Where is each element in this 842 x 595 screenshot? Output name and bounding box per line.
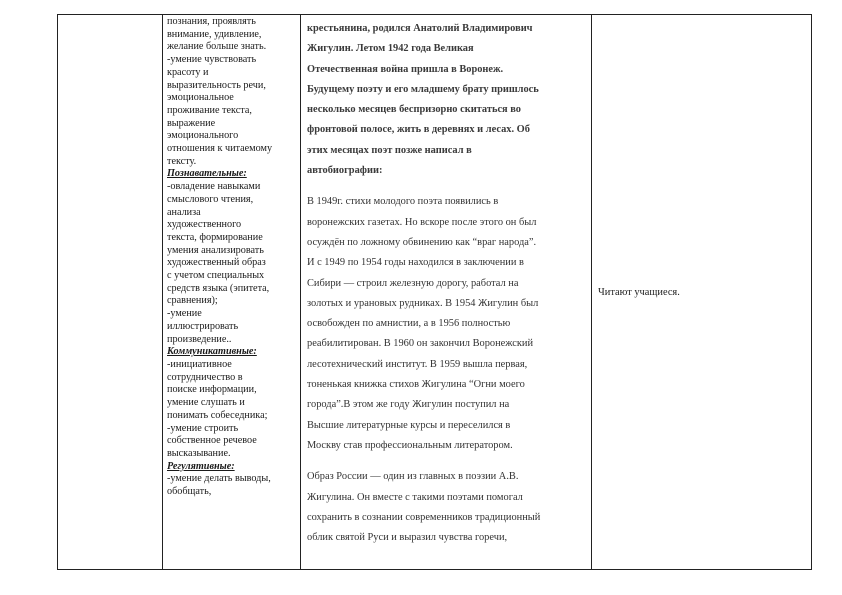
text-line: сохранить в сознании современников традиционный [307,511,541,523]
text-line: эмоциональное [167,92,234,104]
text-line: автобиографии: [307,165,383,177]
text-line: Отечественная война пришла в Воронеж. [307,63,504,75]
text-line: -умение делать выводы, [167,473,271,485]
russia-image-paragraph [307,467,585,548]
text-line: Сибири — строил железную дорогу, работал на [307,277,519,289]
cognitive-heading: Познавательные: [167,168,247,180]
text-line: анализа [167,206,201,218]
text-line: Жигулин. Летом 1942 года Великая [307,43,474,55]
text-line: Жигулина. Он вместе с такими поэтами помогал [307,491,523,503]
text-line: лесотехнический институт. В 1959 вышла первая, [307,358,528,370]
personal-skills-block [167,16,297,168]
text-line: художественного [167,219,242,231]
text-line: тексту. [167,155,197,167]
text-line: золотых и урановых рудниках. В 1954 Жигулин был [307,297,539,309]
text-line: В 1949г. стихи молодого поэта появились в [307,196,499,208]
text-line: выражение [167,117,216,129]
text-line: -умение строить [167,422,239,434]
text-line: сравнения); [167,295,218,307]
text-line: -умение [167,308,202,320]
text-line: желание больше знать. [167,41,267,53]
text-line: этих месяцах поэт позже написал в [307,144,472,156]
text-line: -умение чувствовать [167,54,257,66]
biography-paragraph-bold [307,19,585,181]
student-activity-cell [592,15,812,570]
text-line: освобожден по амнистии, а в 1956 полностью [307,318,511,330]
text-line: Высшие литературные курсы и переселился в [307,419,511,431]
text-line: высказывание. [167,447,231,459]
text-line: города”.В этом же году Жигулин поступил на [307,399,510,411]
text-line: средств языка (эпитета, [167,282,270,294]
text-line: поиске информации, [167,384,257,396]
text-line: умения анализировать [167,244,264,256]
text-line: выразительность речи, [167,79,266,91]
communicative-heading: Коммуникативные: [167,346,257,358]
text-line: красоту и [167,66,209,78]
text-line: собственное речевое [167,435,257,447]
text-line: художественный образ [167,257,266,269]
competencies-cell [163,15,301,570]
empty-column-cell [58,15,163,570]
text-line: текста, формирование [167,231,263,243]
text-line: И с 1949 по 1954 годы находился в заключении в [307,257,524,269]
text-line: крестьянина, родился Анатолий Владимирович [307,23,533,34]
text-line: произведение.. [167,333,232,345]
text-line: -овладение навыками [167,181,261,193]
text-line: понимать собеседника; [167,409,268,421]
text-line: с учетом специальных [167,270,265,282]
text-line: фронтовой полосе, жить в деревнях и лесах. Об [307,124,530,136]
text-line: сотрудничество в [167,371,243,383]
regulatory-heading: Регулятивные: [167,460,235,472]
text-line: воронежских газетах. Но вскоре после этого он был [307,216,537,228]
lesson-plan-table [57,14,812,570]
communicative-skills-block [167,359,297,461]
text-line: реабилитирован. В 1960 он закончил Воронежский [307,338,534,350]
text-line: проживание текста, [167,104,252,116]
text-line: -инициативное [167,358,232,370]
text-line: обобщать, [167,486,212,498]
text-line: осуждён по ложному обвинению как “враг народа”. [307,236,537,248]
biography-paragraph [307,192,585,456]
text-line: тоненькая книжка стихов Жигулина “Огни моего [307,379,525,391]
text-line: отношения к читаемому [167,143,273,155]
text-line: эмоционального [167,130,239,142]
text-line: познания, проявлять [167,16,256,27]
cognitive-skills-block [167,181,297,346]
regulatory-skills-block [167,473,297,498]
student-activity-text: Читают учащиеся. [598,286,680,298]
text-line: умение слушать и [167,397,245,409]
text-line: иллюстрировать [167,320,239,332]
table-row [58,15,812,570]
text-line: несколько месяцев беспризорно скитаться во [307,104,522,116]
text-line: облик святой Руси и выразил чувства горечи, [307,532,508,544]
text-line: смыслового чтения, [167,193,254,205]
teacher-activity-cell [301,15,592,570]
text-line: Будущему поэту и его младшему брату пришлось [307,83,539,95]
text-line: Москву став профессиональным литератором. [307,439,513,451]
text-line: Образ России — один из главных в поэзии А.В. [307,471,519,483]
text-line: внимание, удивление, [167,28,262,40]
